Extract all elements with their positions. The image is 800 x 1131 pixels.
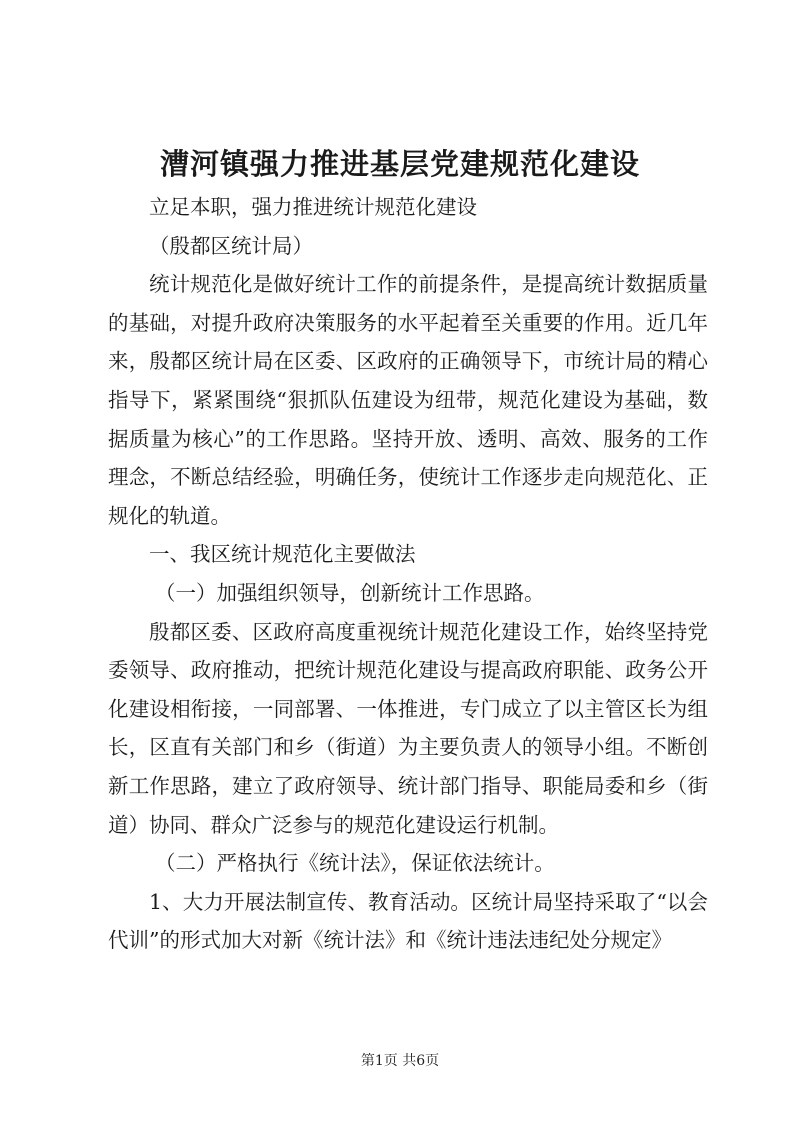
paragraph-organization: 殷都区委、区政府高度重视统计规范化建设工作，始终坚持党委领导、政府推动，把统计规范化建设与提高政府职能、政务公开化建设相衔接，一同部署、一体推进，专门成立了以主管区长为组长，区直有关部门和乡（街道）为主要负责人的领导小组。不断创新工作思路，建立了政府领导、统计部门指导、职能局委和乡（街道）协同、群众广泛参与的规范化建设运行机制。 — [108, 619, 708, 837]
section-heading-1: 一、我区统计规范化主要做法 — [149, 542, 416, 567]
page-footer: 第1页 共6页 — [360, 1053, 440, 1069]
paragraph-legal-education: 1、大力开展法制宣传、教育活动。区统计局坚持采取了“以会代训”的形式加大对新《统计法》和《统计违法违纪处分规定》 — [108, 889, 708, 953]
paragraph-subtitle: 立足本职，强力推进统计规范化建设 — [149, 195, 477, 219]
subsection-heading-1: （一）加强组织领导，创新统计工作思路。 — [155, 580, 545, 605]
paragraph-author: （殷都区统计局） — [149, 233, 313, 258]
paragraph-intro: 统计规范化是做好统计工作的前提条件，是提高统计数据质量的基础，对提升政府决策服务的水平起着至关重要的作用。近几年来，殷都区统计局在区委、区政府的正确领导下，市统计局的精心指导下，紧紧围绕“狠抓队伍建设为纽带，规范化建设为基础，数据质量为核心”的工作思路。坚持开放、透明、高效、服务的工作理念，不断总结经验，明确任务，使统计工作逐步走向规范化、正规化的轨道。 — [108, 272, 708, 528]
document-title: 漕河镇强力推进基层党建规范化建设 — [159, 147, 640, 181]
subsection-heading-2: （二）严格执行《统计法》，保证依法统计。 — [155, 851, 555, 876]
document-body — [108, 188, 708, 960]
